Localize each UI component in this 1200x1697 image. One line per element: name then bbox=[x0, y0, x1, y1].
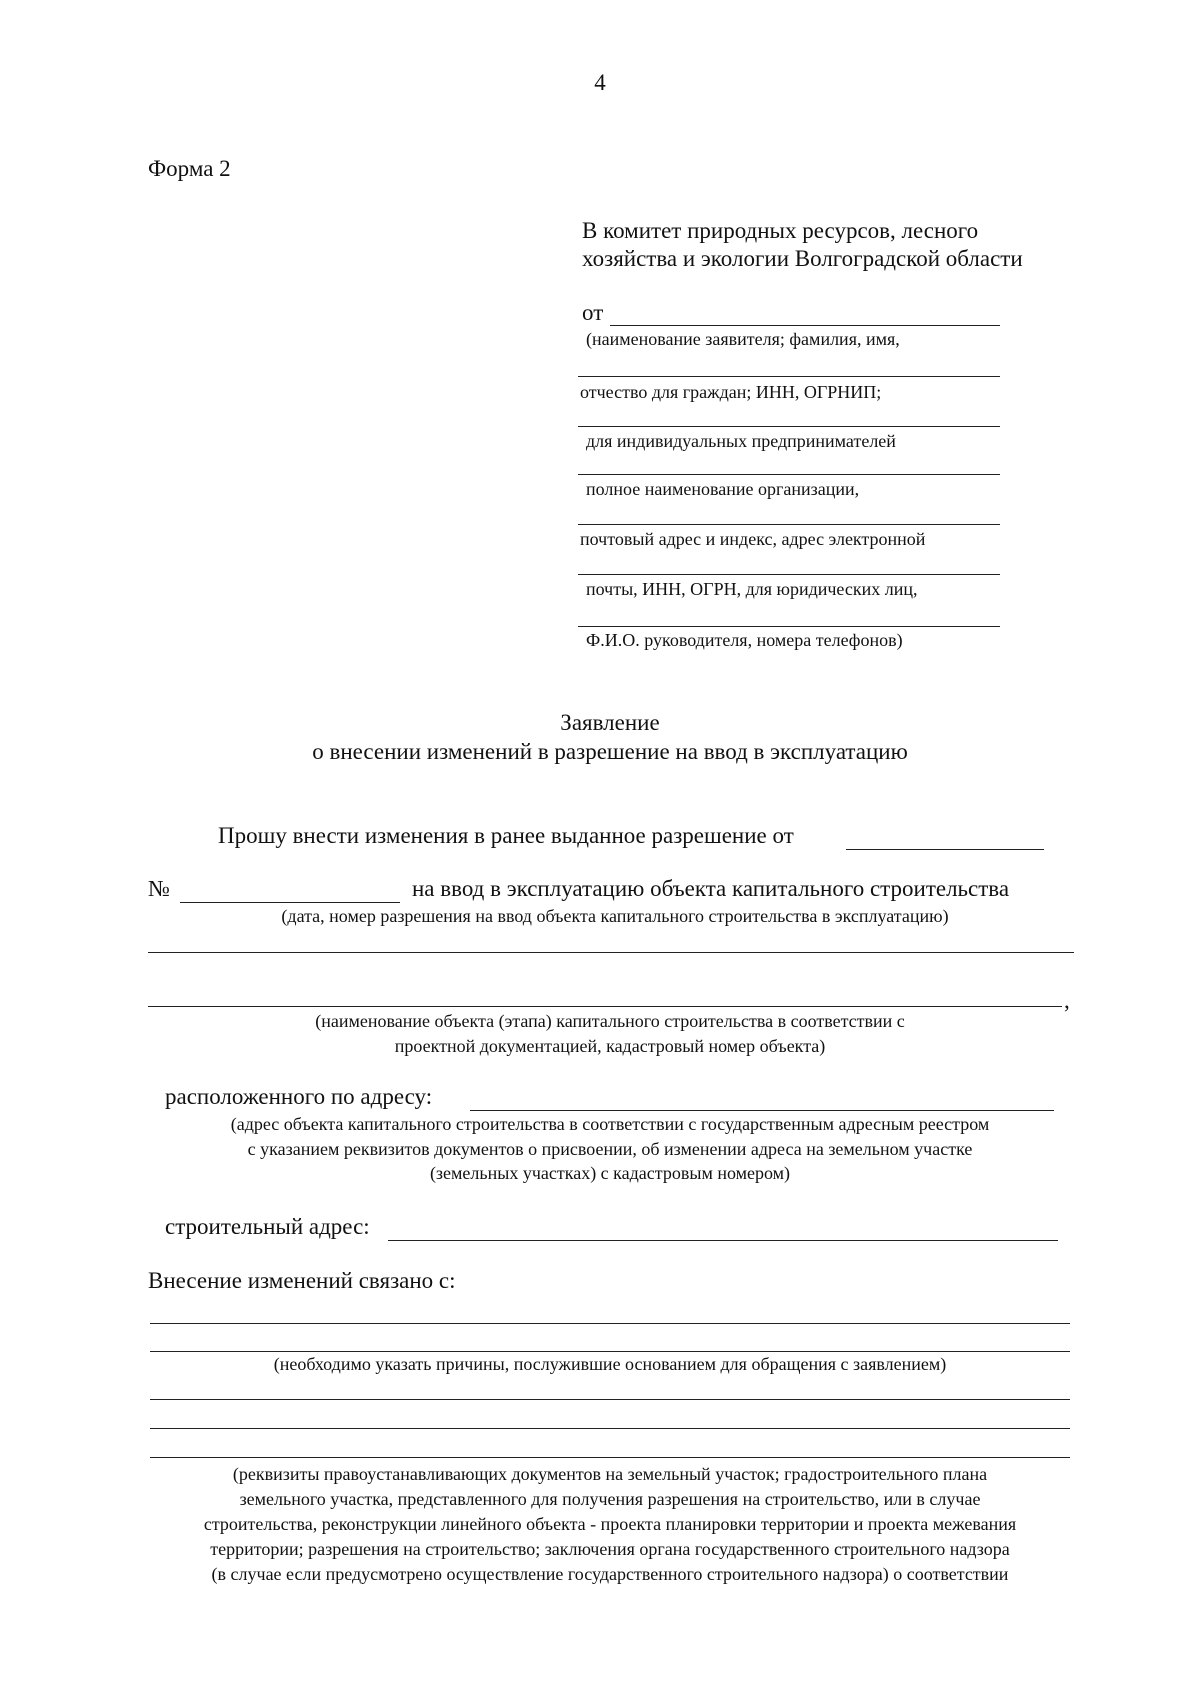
object-name-line-2[interactable] bbox=[148, 1006, 1062, 1007]
applicant-line-3[interactable] bbox=[578, 426, 1000, 427]
applicant-hint-4: полное наименование организации, bbox=[586, 479, 860, 499]
title-line-2: о внесении изменений в разрешение на ввод в эксплуатацию bbox=[312, 739, 908, 764]
permit-number-line[interactable] bbox=[180, 902, 400, 903]
docs-hint-3: строительства, реконструкции линейного объекта - проекта планировки территории и проекта межевания bbox=[203, 1514, 1017, 1534]
applicant-hint-1: (наименование заявителя; фамилия, имя, bbox=[586, 329, 900, 349]
reasons-line-5[interactable] bbox=[150, 1457, 1070, 1458]
docs-hint-2: земельного участка, представленного для получения разрешения на строительство, или в случае bbox=[239, 1489, 981, 1509]
reasons-line-4[interactable] bbox=[150, 1428, 1070, 1429]
page-number: 4 bbox=[594, 70, 606, 95]
reasons-line-1[interactable] bbox=[150, 1323, 1070, 1324]
object-comma: , bbox=[1064, 988, 1070, 1013]
address-label: расположенного по адресу: bbox=[165, 1084, 433, 1109]
applicant-hint-7: Ф.И.О. руководителя, номера телефонов) bbox=[586, 630, 903, 650]
build-address-label: строительный адрес: bbox=[165, 1214, 370, 1239]
form-label: Форма 2 bbox=[148, 156, 231, 181]
request-text: Прошу внести изменения в ранее выданное разрешение от bbox=[218, 823, 794, 848]
applicant-hint-2: отчество для граждан; ИНН, ОГРНИП; bbox=[580, 382, 882, 402]
permit-date-line[interactable] bbox=[846, 849, 1044, 850]
docs-hint-1: (реквизиты правоустанавливающих документов на земельный участок; градостроительного плана bbox=[232, 1464, 988, 1484]
applicant-line-7[interactable] bbox=[578, 626, 1000, 627]
applicant-line-2[interactable] bbox=[578, 376, 1000, 377]
object-hint-1: (наименование объекта (этапа) капитального строительства в соответствии с bbox=[315, 1011, 905, 1031]
address-hint-2: с указанием реквизитов документов о присвоении, об изменении адреса на земельном участке bbox=[247, 1139, 973, 1159]
from-label: от bbox=[582, 300, 604, 325]
addressee-line-2: хозяйства и экологии Волгоградской области bbox=[582, 246, 1023, 271]
docs-hint-5: (в случае если предусмотрено осуществление государственного строительного надзора) о соответствии bbox=[211, 1564, 1009, 1584]
reasons-line-2[interactable] bbox=[150, 1351, 1070, 1352]
addressee-line-1: В комитет природных ресурсов, лесного bbox=[582, 218, 979, 243]
address-line[interactable] bbox=[470, 1110, 1054, 1111]
reasons-line-3[interactable] bbox=[150, 1399, 1070, 1400]
applicant-hint-6: почты, ИНН, ОГРН, для юридических лиц, bbox=[586, 579, 918, 599]
permit-hint: (дата, номер разрешения на ввод объекта капитального строительства в эксплуатацию) bbox=[281, 906, 949, 926]
address-hint-3: (земельных участках) с кадастровым номером) bbox=[429, 1163, 791, 1183]
applicant-hint-5: почтовый адрес и индекс, адрес электронной bbox=[580, 529, 926, 549]
object-hint-2: проектной документацией, кадастровый номер объекта) bbox=[394, 1036, 826, 1056]
changes-label: Внесение изменений связано с: bbox=[148, 1268, 456, 1293]
applicant-line-5[interactable] bbox=[578, 524, 1000, 525]
object-name-line-1[interactable] bbox=[148, 952, 1074, 953]
docs-hint-4: территории; разрешения на строительство; заключения органа государственного строительного надзора bbox=[210, 1539, 1010, 1559]
number-sign: № bbox=[148, 876, 170, 901]
applicant-line-4[interactable] bbox=[578, 474, 1000, 475]
title-line-1: Заявление bbox=[560, 710, 660, 735]
build-address-line[interactable] bbox=[388, 1240, 1058, 1241]
applicant-line-6[interactable] bbox=[578, 574, 1000, 575]
applicant-hint-3: для индивидуальных предпринимателей bbox=[586, 431, 896, 451]
object-text: на ввод в эксплуатацию объекта капитального строительства bbox=[412, 876, 1010, 901]
applicant-line-1[interactable] bbox=[610, 325, 1000, 326]
reasons-hint: (необходимо указать причины, послужившие основанием для обращения с заявлением) bbox=[273, 1354, 947, 1374]
address-hint-1: (адрес объекта капитального строительства в соответствии с государственным адресным реестром bbox=[230, 1114, 990, 1134]
